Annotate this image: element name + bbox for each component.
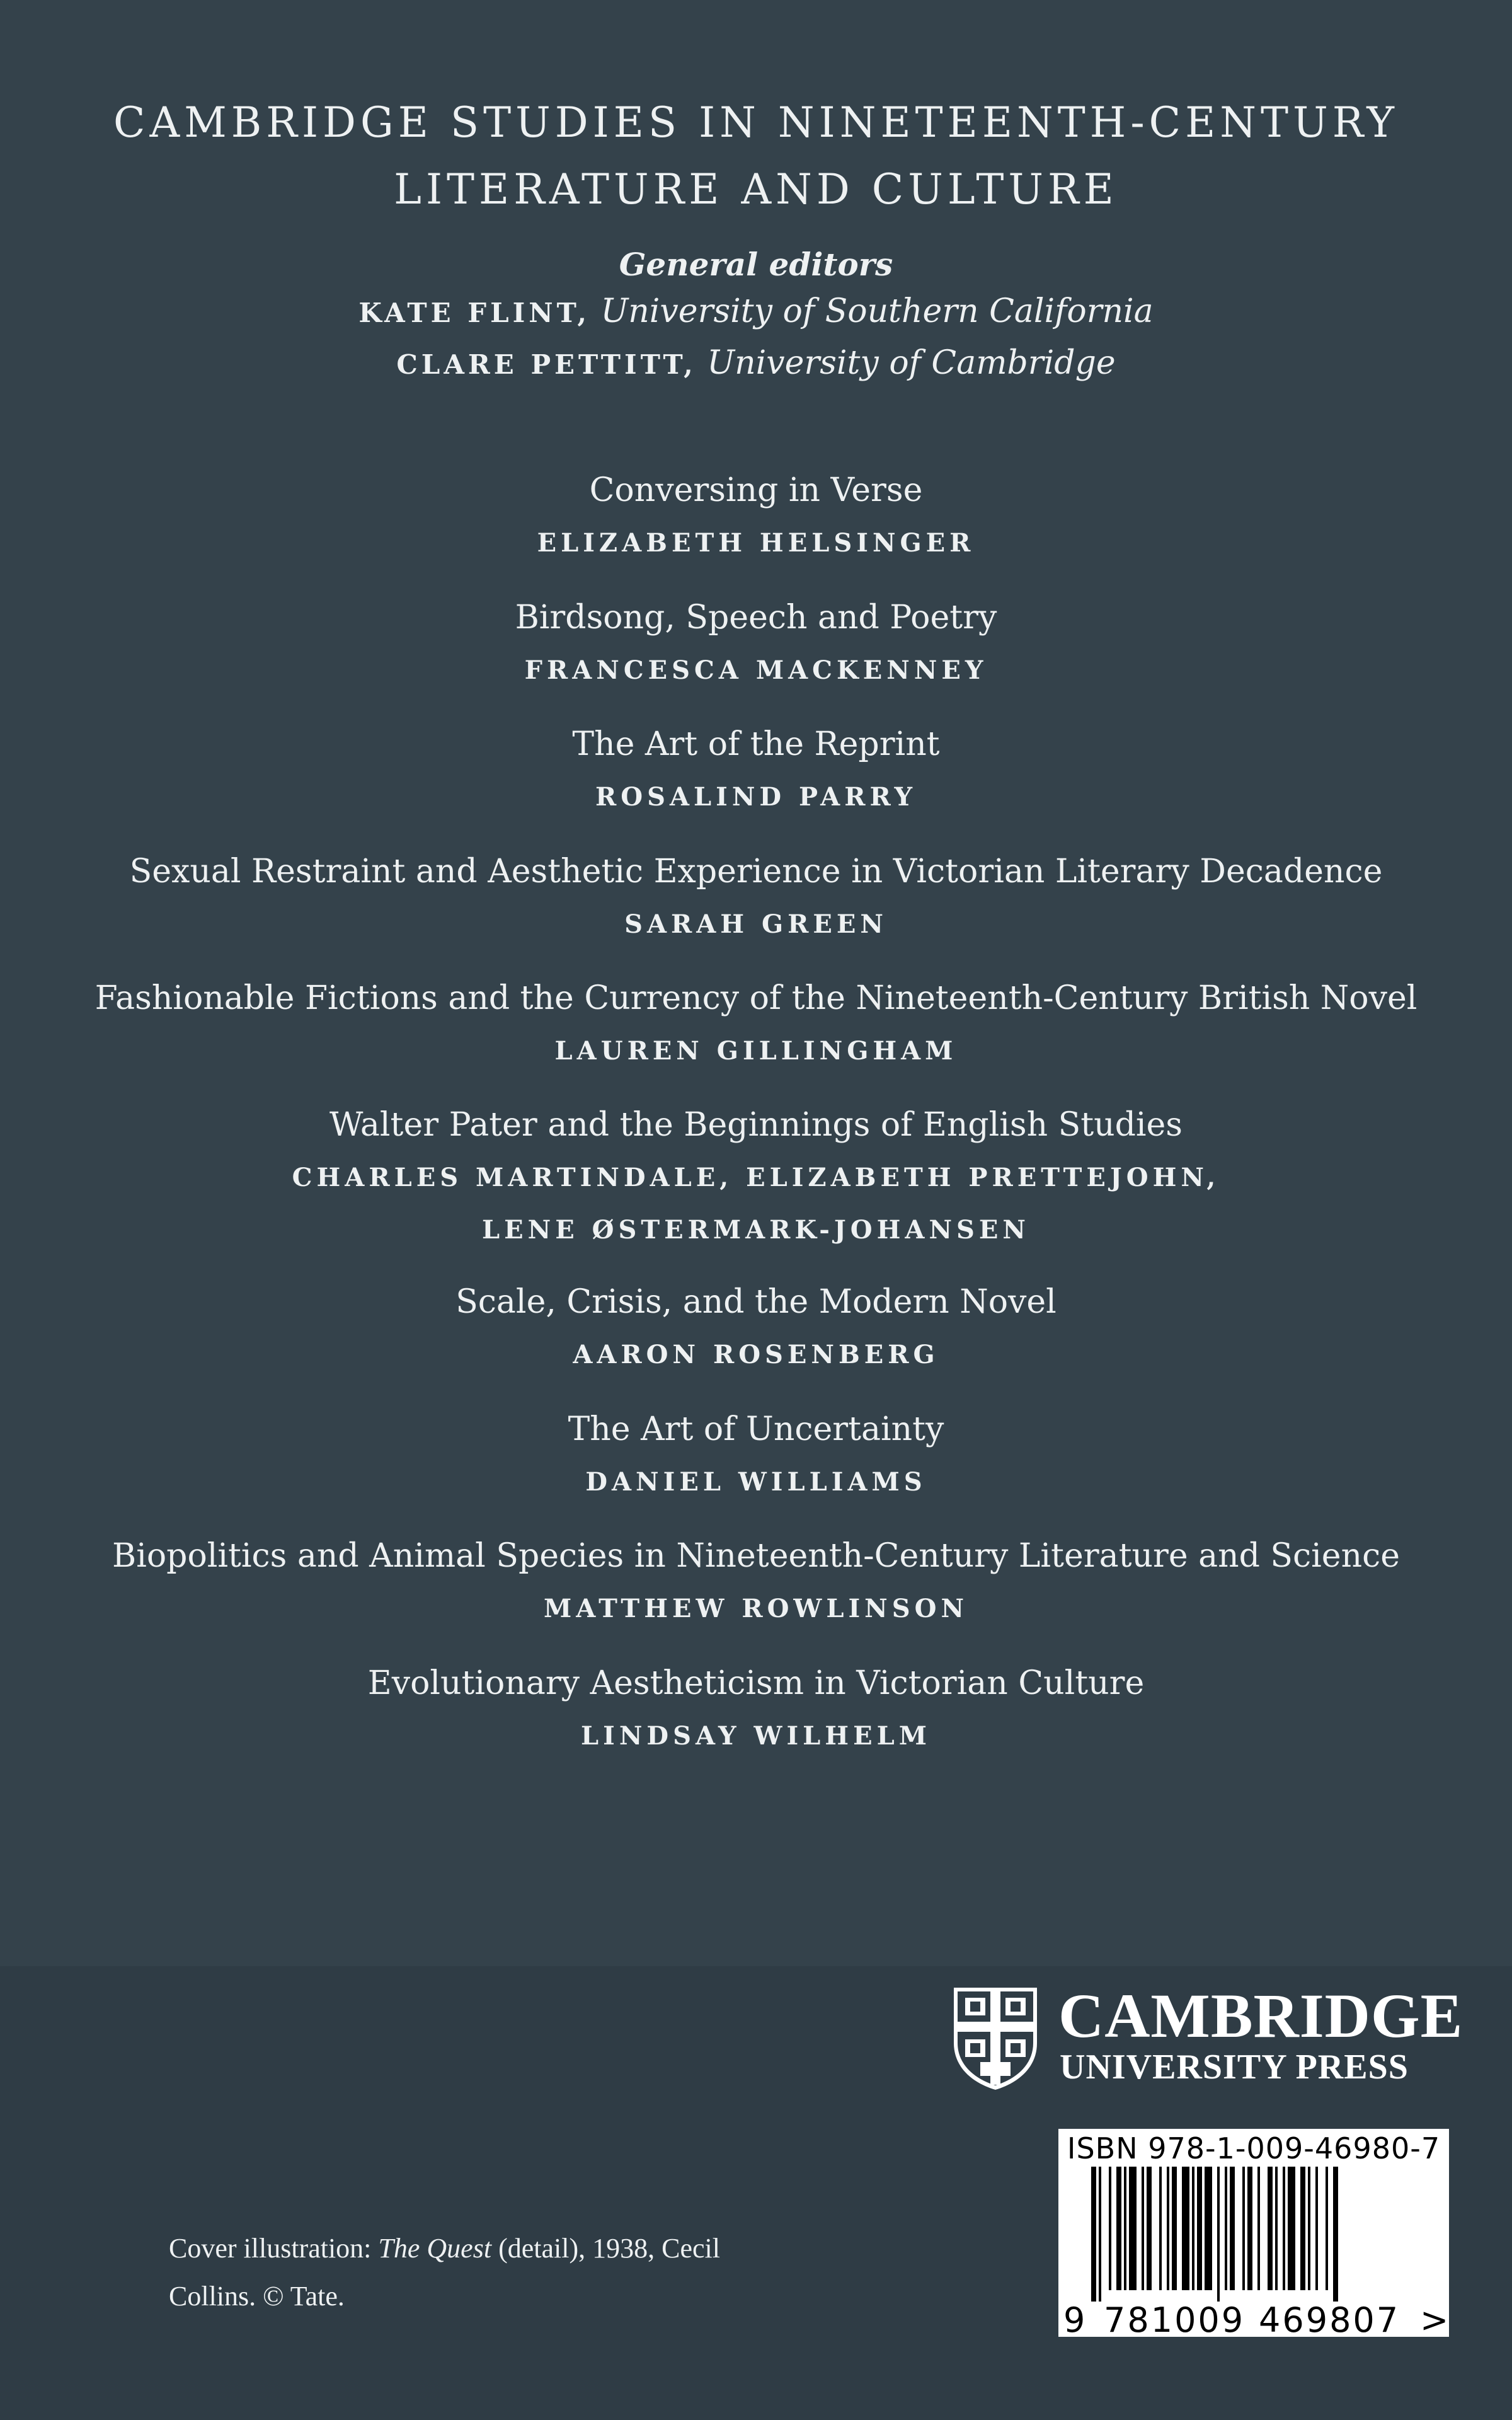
barcode-bar (1288, 2167, 1295, 2290)
barcode-bar (1247, 2167, 1252, 2290)
editor-name: KATE FLINT, (358, 297, 590, 328)
book-author: SARAH GREEN (624, 909, 888, 939)
barcode-bar (1142, 2167, 1144, 2290)
book-author: DANIEL WILLIAMS (585, 1467, 927, 1497)
book-title: Conversing in Verse (589, 471, 923, 509)
barcode-bar (1099, 2167, 1101, 2302)
book-title: The Art of Uncertainty (568, 1410, 944, 1448)
editor-name: CLARE PETTITT, (396, 349, 697, 380)
credit-prefix: Cover illustration: (169, 2233, 379, 2264)
editor-affiliation: University of Cambridge (707, 344, 1116, 382)
book-author: LAUREN GILLINGHAM (554, 1036, 958, 1066)
barcode-bar (1205, 2167, 1212, 2290)
credit-suffix: (detail), 1938, Cecil Collins. © Tate. (169, 2233, 720, 2312)
editor-entry (0, 292, 1512, 330)
barcode-bar (1333, 2167, 1338, 2302)
barcode-bar (1308, 2167, 1310, 2290)
barcode-bar (1283, 2167, 1285, 2290)
barcode-bar (1124, 2167, 1126, 2290)
book-author-continued: LENE ØSTERMARK-JOHANSEN (482, 1215, 1030, 1245)
cover-illustration-credit (169, 2225, 811, 2320)
book-title: Sexual Restraint and Aesthetic Experience in Victorian Literary Decadence (129, 853, 1383, 890)
book-title: Evolutionary Aestheticism in Victorian Culture (367, 1664, 1145, 1702)
book-title: Scale, Crisis, and the Modern Novel (455, 1283, 1057, 1321)
book-author: MATTHEW ROWLINSON (543, 1594, 969, 1623)
editor-affiliation: University of Southern California (600, 292, 1154, 330)
book-author: ELIZABETH HELSINGER (537, 528, 975, 558)
publisher-name: CAMBRIDGE (1058, 1981, 1463, 2051)
barcode-bar (1326, 2167, 1328, 2290)
barcode-bar (1242, 2167, 1245, 2290)
barcode-bar (1147, 2167, 1152, 2290)
barcode-bar (1192, 2167, 1194, 2290)
book-title: Birdsong, Speech and Poetry (515, 599, 997, 637)
barcode-bar (1217, 2167, 1220, 2302)
barcode-bar (1109, 2167, 1111, 2290)
barcode-digits-right: 469807 (1259, 2300, 1400, 2337)
series-title-line-2: LITERATURE AND CULTURE (394, 165, 1118, 214)
isbn-barcode (1058, 2129, 1449, 2337)
barcode-bar (1167, 2167, 1169, 2290)
barcode-digit-first: 9 (1063, 2300, 1085, 2337)
book-title: Fashionable Fictions and the Currency of the Nineteenth-Century British Novel (94, 979, 1418, 1017)
book-title: The Art of the Reprint (572, 725, 940, 763)
barcode-bar (1159, 2167, 1162, 2290)
series-title-line-1: CAMBRIDGE STUDIES IN NINETEENTH-CENTURY (113, 98, 1399, 147)
book-title: Walter Pater and the Beginnings of English Studies (329, 1106, 1183, 1144)
book-author: AARON ROSENBERG (573, 1340, 939, 1369)
general-editors-heading: General editors (619, 246, 893, 283)
book-author: CHARLES MARTINDALE, ELIZABETH PRETTEJOHN, (292, 1163, 1220, 1192)
book-title: Biopolitics and Animal Species in Nineteenth-Century Literature and Science (112, 1537, 1400, 1575)
barcode-bar (1091, 2167, 1096, 2302)
publisher-subtitle: UNIVERSITY PRESS (1060, 2048, 1409, 2087)
barcode-bar (1230, 2167, 1235, 2290)
book-author: FRANCESCA MACKENNEY (524, 655, 988, 685)
barcode-bar (1182, 2167, 1189, 2290)
barcode-bar (1275, 2167, 1278, 2290)
book-author: LINDSAY WILHELM (581, 1721, 931, 1751)
barcode-bar (1116, 2167, 1121, 2290)
barcode-bar (1315, 2167, 1318, 2290)
barcode-digits-left: 781009 (1104, 2300, 1246, 2337)
barcode-bar (1257, 2167, 1260, 2290)
barcode-bars (1058, 2167, 1449, 2337)
editor-entry (0, 344, 1512, 382)
shield-crest-icon (951, 1985, 1040, 2091)
isbn-label: ISBN 978-1-009-46980-7 (1067, 2131, 1441, 2165)
barcode-bar (1225, 2167, 1227, 2290)
barcode-bar (1197, 2167, 1202, 2290)
credit-work-title: The Quest (378, 2233, 492, 2264)
barcode-bar (1300, 2167, 1305, 2290)
book-author: ROSALIND PARRY (595, 782, 917, 812)
barcode-bar (1172, 2167, 1177, 2290)
barcode-bar (1268, 2167, 1273, 2290)
cambridge-university-press-logo (951, 1981, 1463, 2092)
barcode-end-mark: > (1420, 2300, 1449, 2337)
barcode-bar (1129, 2167, 1137, 2290)
